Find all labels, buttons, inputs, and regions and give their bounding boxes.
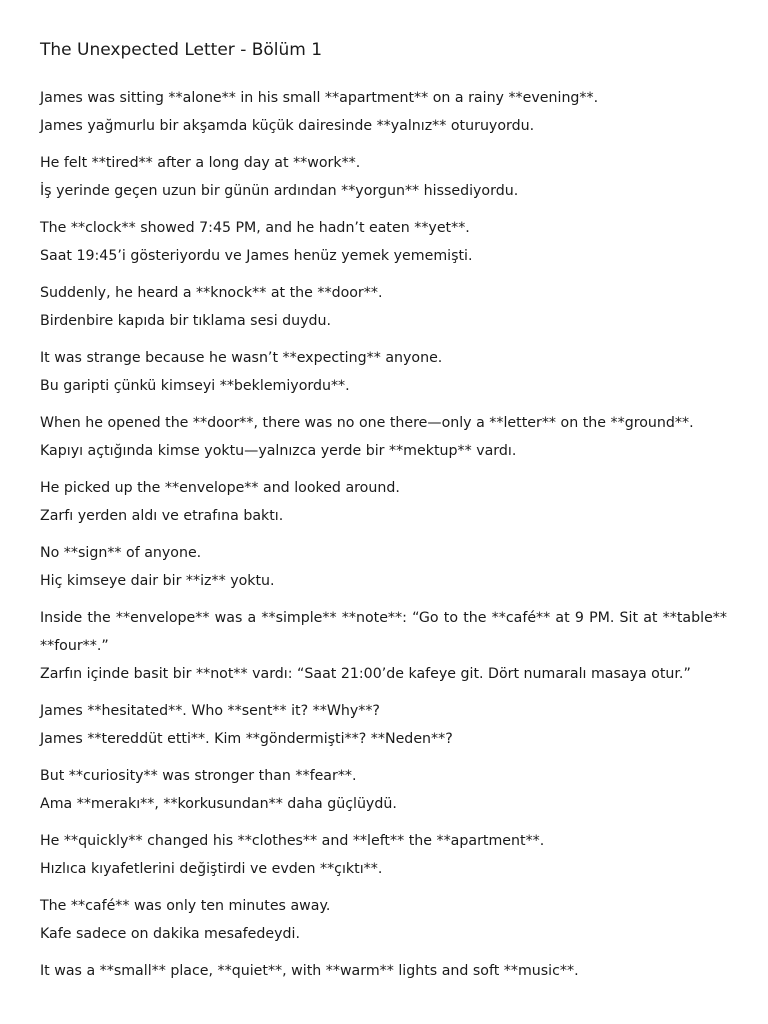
turkish-sentence: Birdenbire kapıda bir tıklama sesi duydu. bbox=[40, 313, 332, 329]
english-sentence: Inside the **envelope** was a **simple** **note**: “Go to the **café** at 9 PM. Sit at **table** **four**.” bbox=[40, 610, 727, 654]
english-sentence: It was a **small** place, **quiet**, with **warm** lights and soft **music**. bbox=[40, 963, 579, 979]
english-sentence: The **café** was only ten minutes away. bbox=[40, 898, 331, 914]
sentence-pair-9 bbox=[40, 604, 727, 688]
english-sentence: James was sitting **alone** in his small **apartment** on a rainy **evening**. bbox=[40, 90, 599, 106]
turkish-sentence: İş yerinde geçen uzun bir günün ardından **yorgun** hissediyordu. bbox=[40, 183, 519, 199]
sentence-pair-7 bbox=[40, 474, 727, 530]
english-sentence: When he opened the **door**, there was no one there—only a **letter** on the **ground**. bbox=[40, 415, 694, 431]
sentence-pair-5 bbox=[40, 344, 727, 400]
english-sentence: James **hesitated**. Who **sent** it? **Why**? bbox=[40, 703, 380, 719]
sentence-pair-2 bbox=[40, 149, 727, 205]
sentence-pair-14 bbox=[40, 957, 727, 985]
sentence-pair-12 bbox=[40, 827, 727, 883]
turkish-sentence: Ama **merakı**, **korkusundan** daha güçlüydü. bbox=[40, 796, 397, 812]
english-sentence: It was strange because he wasn’t **expecting** anyone. bbox=[40, 350, 443, 366]
english-sentence: No **sign** of anyone. bbox=[40, 545, 202, 561]
sentence-pair-11 bbox=[40, 762, 727, 818]
turkish-sentence: Kafe sadece on dakika mesafedeydi. bbox=[40, 926, 300, 942]
english-sentence: Suddenly, he heard a **knock** at the **door**. bbox=[40, 285, 383, 301]
sentence-pair-3 bbox=[40, 214, 727, 270]
sentence-pair-13 bbox=[40, 892, 727, 948]
turkish-sentence: Kapıyı açtığında kimse yoktu—yalnızca yerde bir **mektup** vardı. bbox=[40, 443, 517, 459]
sentence-pair-4 bbox=[40, 279, 727, 335]
turkish-sentence: Hızlıca kıyafetlerini değiştirdi ve evden **çıktı**. bbox=[40, 861, 383, 877]
turkish-sentence: Zarfın içinde basit bir **not** vardı: “Saat 21:00’de kafeye git. Dört numaralı masaya otur.” bbox=[40, 666, 691, 682]
english-sentence: He picked up the **envelope** and looked around. bbox=[40, 480, 400, 496]
turkish-sentence: James yağmurlu bir akşamda küçük dairesinde **yalnız** oturuyordu. bbox=[40, 118, 535, 134]
sentence-pair-6 bbox=[40, 409, 727, 465]
document-page bbox=[40, 38, 727, 994]
sentence-pair-10 bbox=[40, 697, 727, 753]
english-sentence: He **quickly** changed his **clothes** and **left** the **apartment**. bbox=[40, 833, 545, 849]
english-sentence: But **curiosity** was stronger than **fear**. bbox=[40, 768, 357, 784]
turkish-sentence: James **tereddüt etti**. Kim **göndermişti**? **Neden**? bbox=[40, 731, 453, 747]
turkish-sentence: Hiç kimseye dair bir **iz** yoktu. bbox=[40, 573, 275, 589]
sentence-pair-1 bbox=[40, 84, 727, 140]
document-title: The Unexpected Letter - Bölüm 1 bbox=[40, 40, 323, 60]
english-sentence: The **clock** showed 7:45 PM, and he hadn’t eaten **yet**. bbox=[40, 220, 470, 236]
turkish-sentence: Zarfı yerden aldı ve etrafına baktı. bbox=[40, 508, 284, 524]
sentence-pair-8 bbox=[40, 539, 727, 595]
english-sentence: He felt **tired** after a long day at **work**. bbox=[40, 155, 361, 171]
turkish-sentence: Bu garipti çünkü kimseyi **beklemiyordu**. bbox=[40, 378, 350, 394]
turkish-sentence: Saat 19:45’i gösteriyordu ve James henüz yemek yememişti. bbox=[40, 248, 473, 264]
